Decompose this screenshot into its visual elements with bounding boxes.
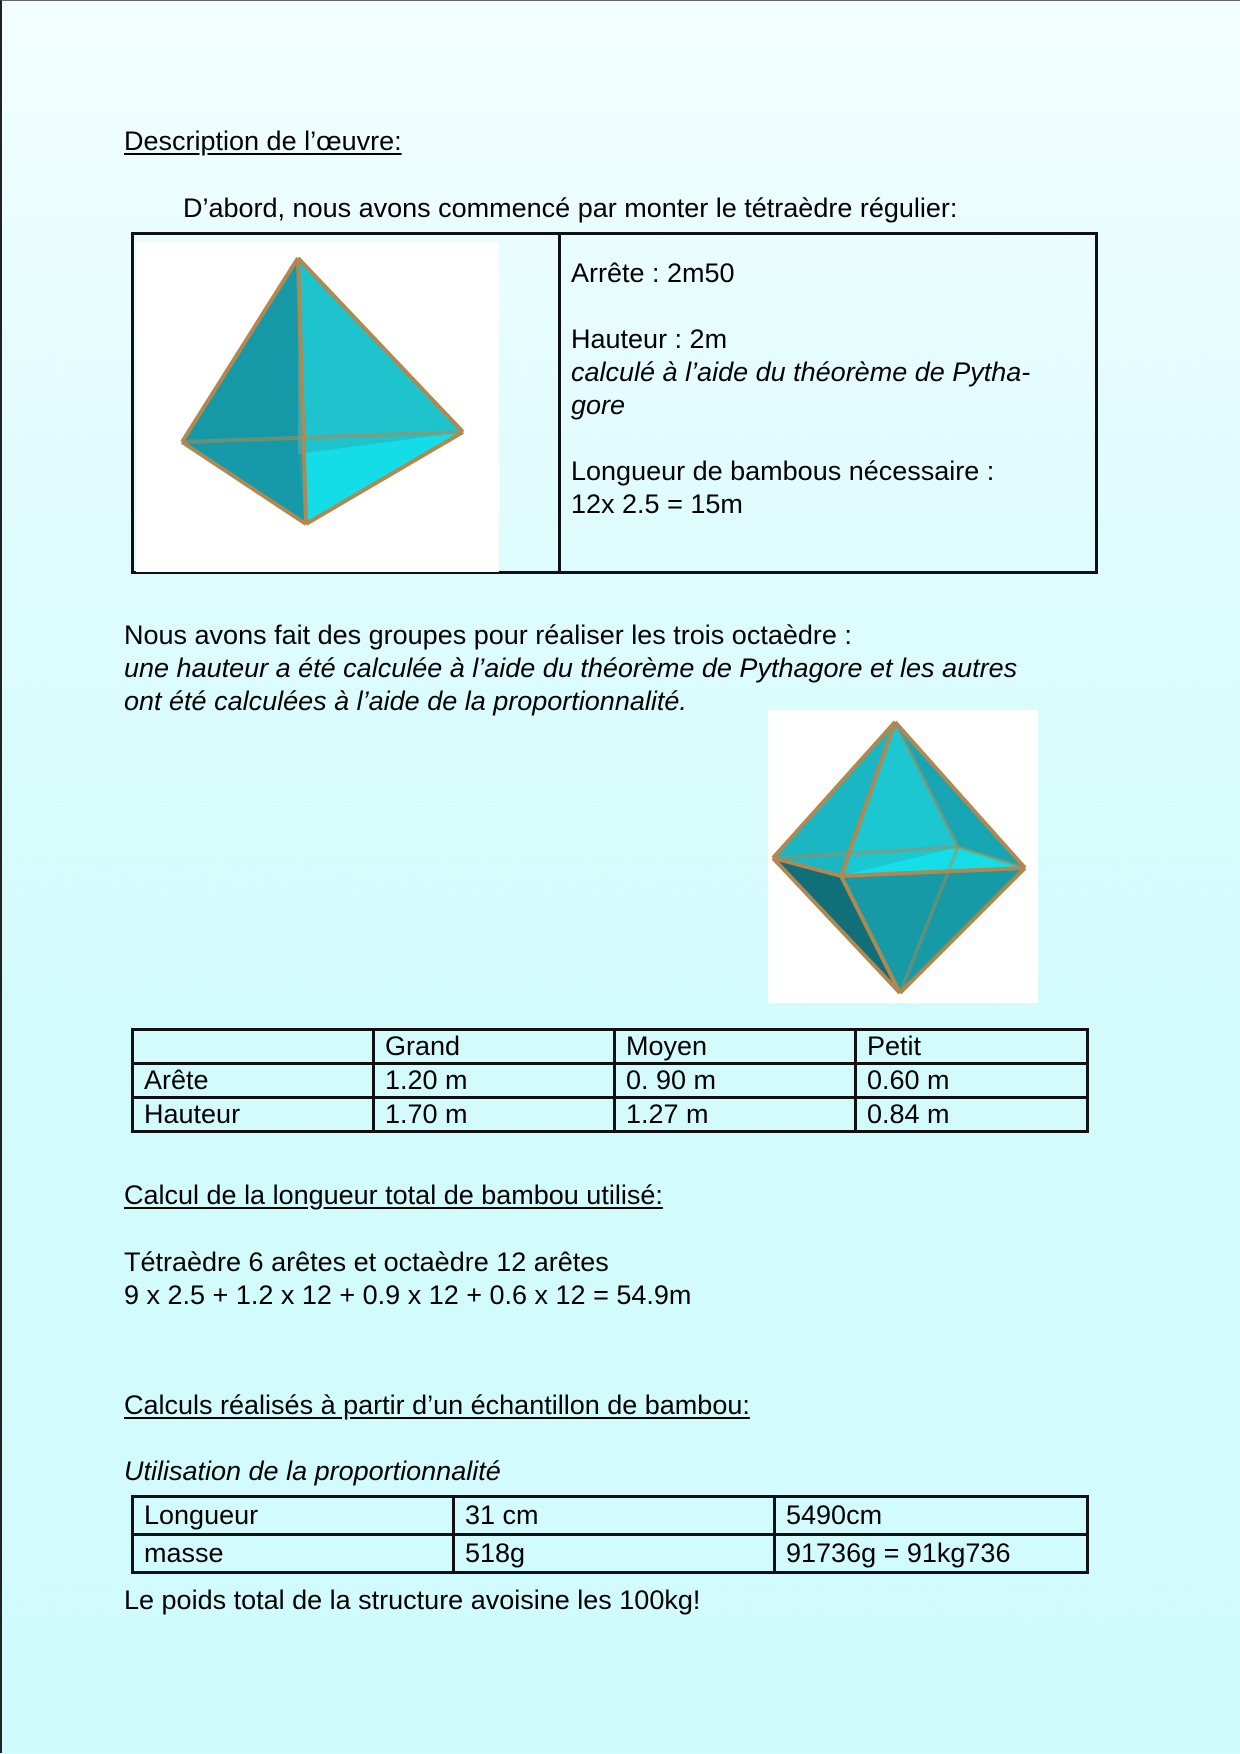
intro-tetra: D’abord, nous avons commencé par monter le tétraèdre régulier: xyxy=(183,193,958,223)
octahedron-image xyxy=(768,710,1038,1003)
octa-intro xyxy=(124,619,1124,718)
table-cell: masse xyxy=(133,1535,454,1573)
tetra-info xyxy=(571,257,1071,521)
octa-intro-line3: ont été calculées à l’aide de la proportionnalité. xyxy=(124,686,687,716)
table-row xyxy=(133,1098,1088,1132)
table-row xyxy=(133,1535,1088,1573)
table-cell: 91736g = 91kg736 xyxy=(775,1535,1088,1573)
sample-table xyxy=(131,1495,1089,1574)
table-cell: 1.27 m xyxy=(615,1098,856,1132)
tetra-box xyxy=(131,232,1098,574)
total-block xyxy=(124,1246,691,1312)
table-cell: Hauteur xyxy=(133,1098,374,1132)
table-cell: 0.84 m xyxy=(856,1098,1088,1132)
table-cell: 5490cm xyxy=(775,1497,1088,1535)
table-cell: 1.20 m xyxy=(374,1064,615,1098)
total-line1: Tétraèdre 6 arêtes et octaèdre 12 arêtes xyxy=(124,1247,609,1277)
table-cell: 0. 90 m xyxy=(615,1064,856,1098)
total-line2: 9 x 2.5 + 1.2 x 12 + 0.9 x 12 + 0.6 x 12 = 54.9m xyxy=(124,1280,692,1310)
tetra-box-divider xyxy=(558,235,561,571)
table-cell: 0.60 m xyxy=(856,1064,1088,1098)
table-row xyxy=(133,1497,1088,1535)
table-cell xyxy=(133,1030,374,1064)
tetrahedron-image xyxy=(136,242,499,572)
table-row xyxy=(133,1030,1088,1064)
table-cell: Longueur xyxy=(133,1497,454,1535)
tetrahedron-illustration xyxy=(136,242,499,572)
heading-sample: Calculs réalisés à partir d’un échantillon de bambou: xyxy=(124,1390,750,1420)
table-header: Petit xyxy=(856,1030,1088,1064)
octa-intro-line1: Nous avons fait des groupes pour réaliser les trois octaèdre : xyxy=(124,620,852,650)
tetra-longueur-2: 12x 2.5 = 15m xyxy=(571,489,743,519)
tetra-hauteur-note-1: calculé à l’aide du théorème de Pytha- xyxy=(571,357,1031,387)
conclusion: Le poids total de la structure avoisine les 100kg! xyxy=(124,1585,701,1615)
table-cell: 31 cm xyxy=(454,1497,775,1535)
tetra-hauteur: Hauteur : 2m xyxy=(571,324,728,354)
table-cell: 1.70 m xyxy=(374,1098,615,1132)
table-cell: 518g xyxy=(454,1535,775,1573)
table-header: Grand xyxy=(374,1030,615,1064)
octa-intro-line2: une hauteur a été calculée à l’aide du théorème de Pythagore et les autres xyxy=(124,653,1018,683)
octahedron-illustration xyxy=(768,710,1038,1003)
tetra-hauteur-note-2: gore xyxy=(571,390,626,420)
table-cell: Arête xyxy=(133,1064,374,1098)
table-row xyxy=(133,1064,1088,1098)
tetra-arete: Arrête : 2m50 xyxy=(571,258,735,288)
heading-description: Description de l’œuvre: xyxy=(124,126,402,156)
proportion-label: Utilisation de la proportionnalité xyxy=(124,1456,501,1486)
table-header: Moyen xyxy=(615,1030,856,1064)
octa-table xyxy=(131,1028,1089,1133)
tetra-longueur-1: Longueur de bambous nécessaire : xyxy=(571,456,995,486)
heading-total: Calcul de la longueur total de bambou utilisé: xyxy=(124,1180,663,1210)
